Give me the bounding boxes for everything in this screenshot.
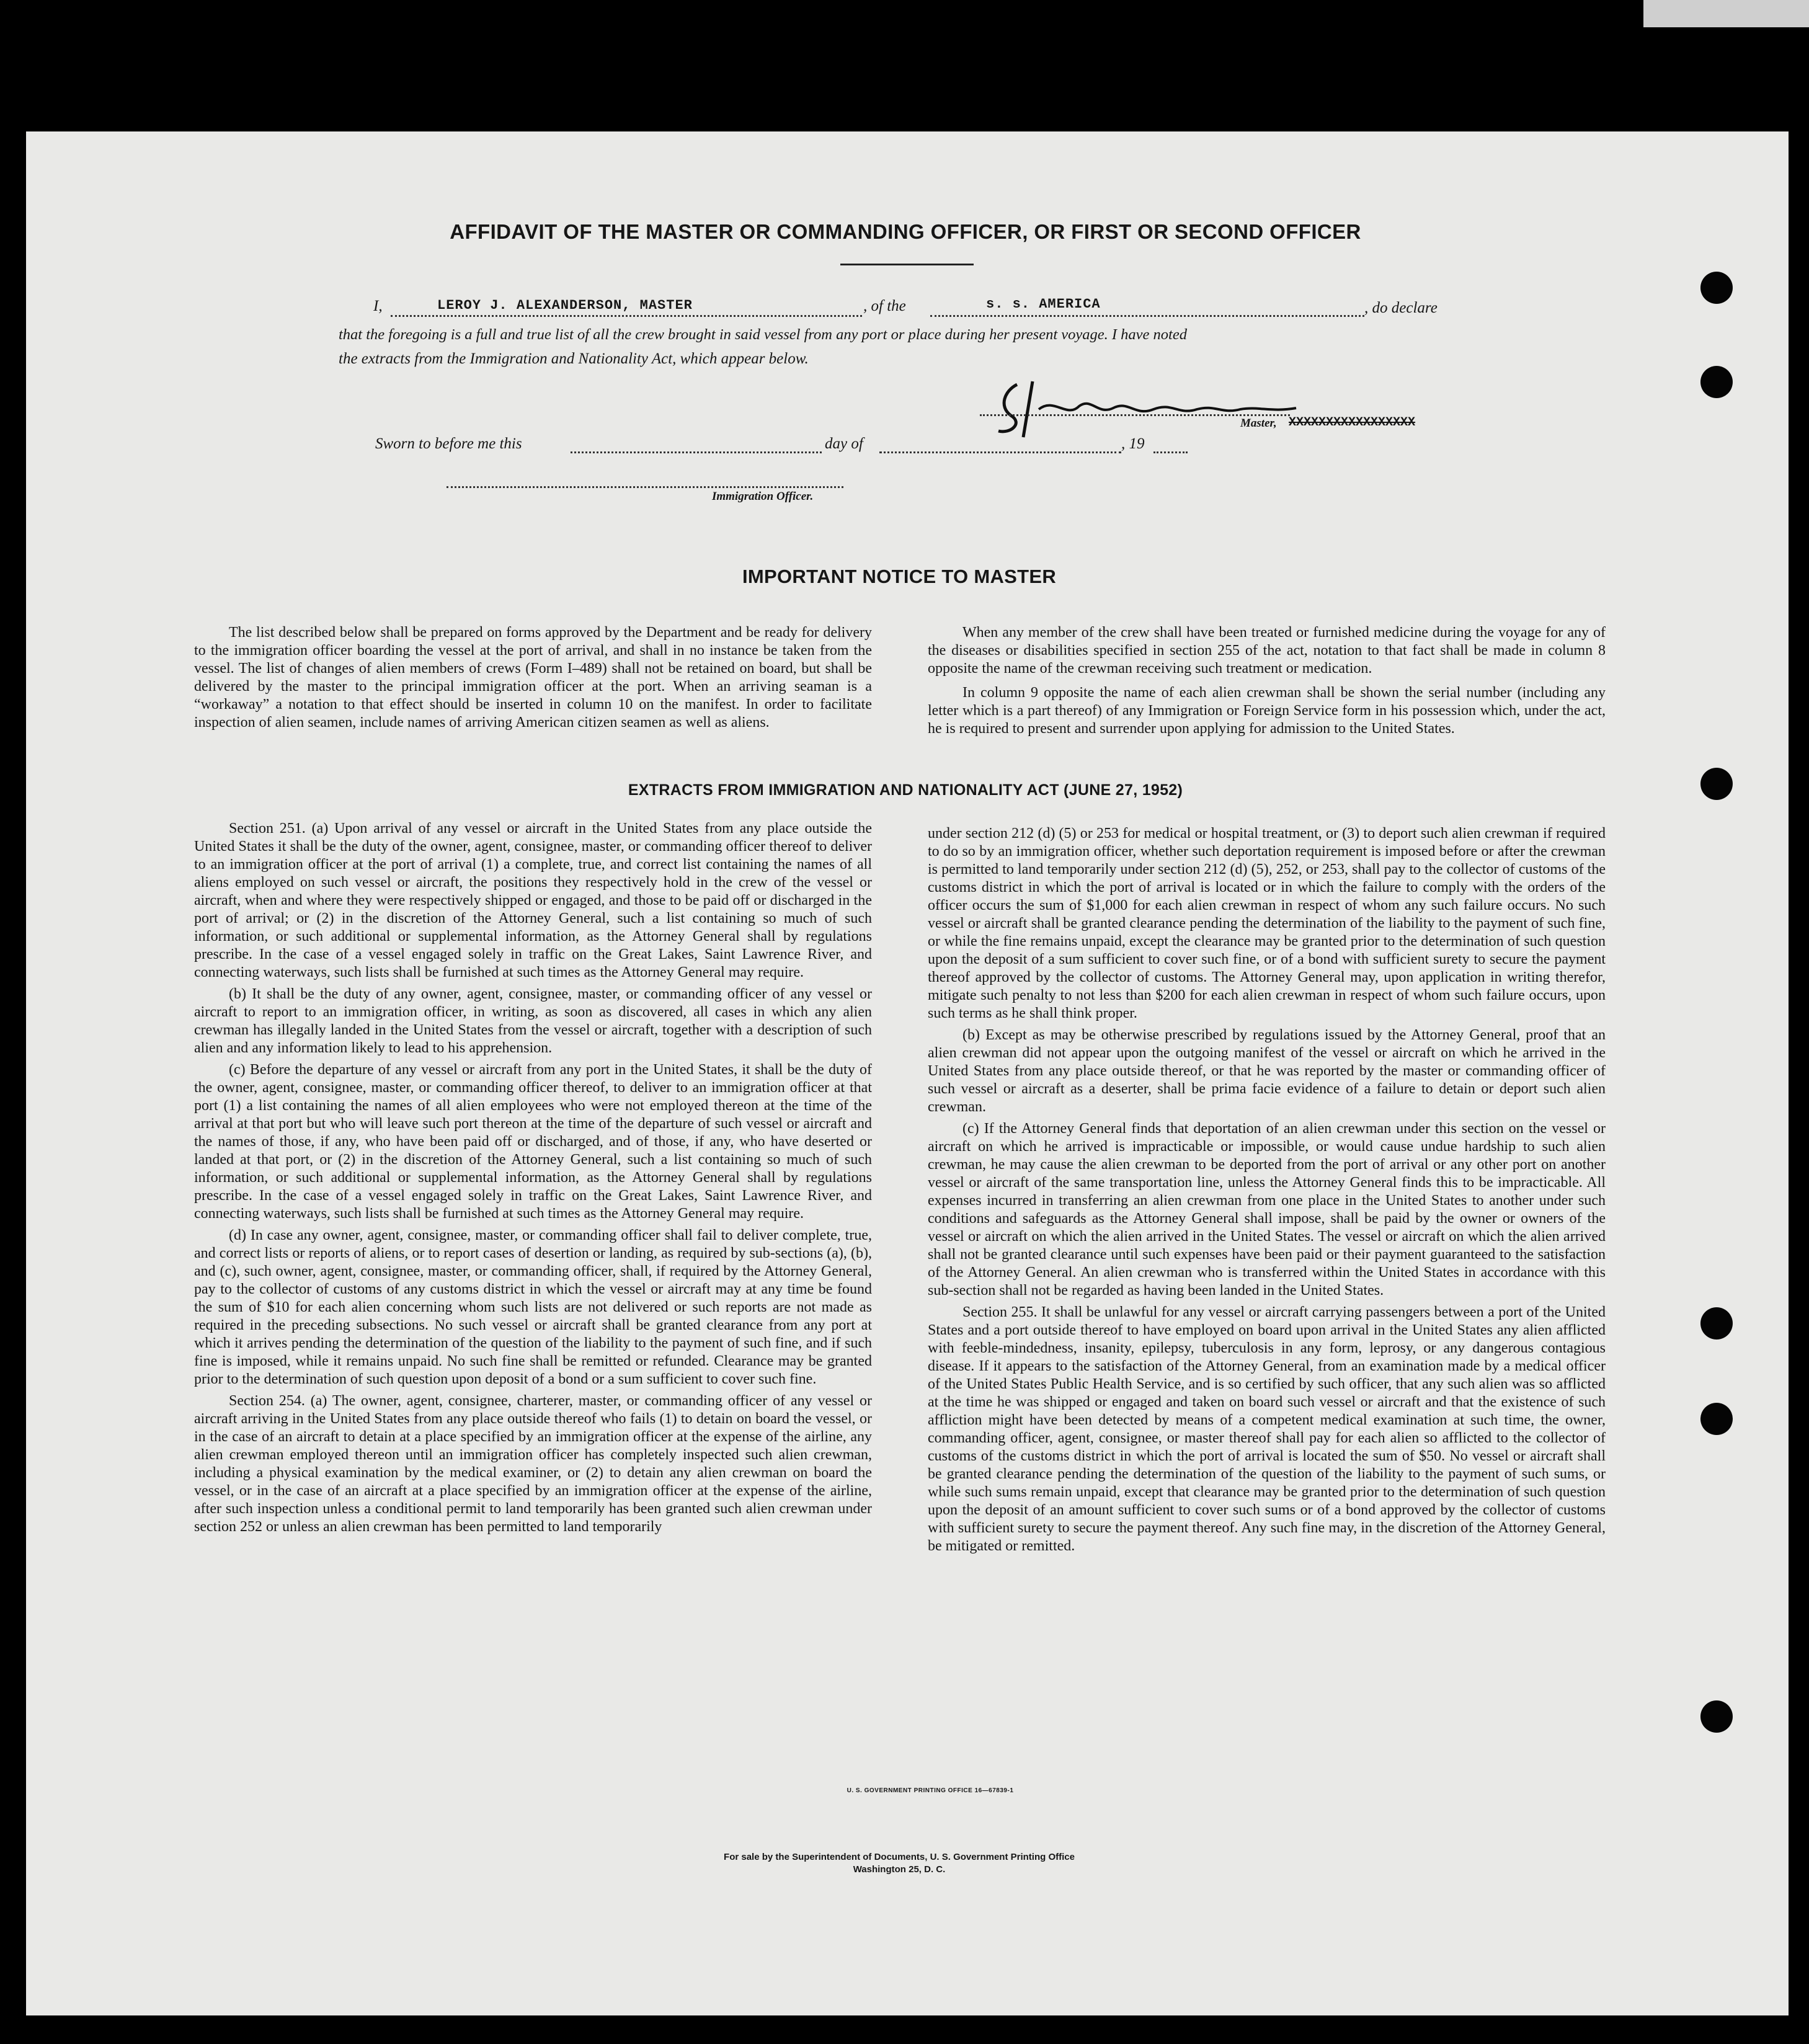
immigration-officer-label: Immigration Officer. <box>712 490 814 503</box>
punch-hole <box>1700 272 1733 304</box>
sworn-label: Sworn to before me this <box>375 435 522 452</box>
day-of-label: day of <box>825 435 863 452</box>
extracts-right-column <box>928 825 1606 1559</box>
of-the-label: , of the <box>863 298 906 314</box>
master-signature-line <box>980 414 1290 416</box>
master-name-typed[interactable]: LEROY J. ALEXANDERSON, MASTER <box>437 298 693 313</box>
year-label: , 19 <box>1121 435 1145 452</box>
section-254c: (c) If the Attorney General finds that deportation of an alien crewman under this section on the vessel or aircraft on which he arrived is impracticable or impossible, or would cause undue hardship to such alien crewman, he may cause the alien crewman to be deported from the port of arrival or any other port on another vessel or aircraft of the same transportation line, unless the Attorney General finds this to be impracticable. All expenses incurred in transferring an alien crewman from one place in the United States to another under such conditions and safeguards as the Attorney General shall impose, shall be paid by the owner or owners of the vessel or aircraft on which the alien arrived in the United States. The vessel or aircraft on which the alien arrived shall not be granted clearance until such expenses have been paid or their payment guaranteed to the satisfaction of the Attorney General. An alien crewman who is transferred within the United States in accordance with this sub-section shall not be regarded as having been landed in the United States. <box>928 1121 1606 1299</box>
section-254a-continued: under section 212 (d) (5) or 253 for medical or hospital treatment, or (3) to deport such alien crewman if required to do so by an immigration officer, whether such deportation requirement is imposed before or after the crewman is permitted to land temporarily under section 212 (d) (5), 252, or 253, shall pay to the collector of customs of the customs district in which the port of arrival is located or in which the failure to comply with the orders of the officer occurs the sum of $1,000 for each alien crewman in respect of whom any such failure occurs. No such vessel or aircraft shall be granted clearance pending the determination of the liability to the payment of such fine, or while the fine remains unpaid, except the clearance may be granted prior to the determination of such question upon the deposit of a sum sufficient to cover such fine, or of a bond with sufficient surety to secure the payment thereof approved by the collector of customs. The Attorney General may, upon application in writing therefor, mitigate such penalty to not less than $200 for each alien crewman in respect of whom such failure occurs, upon such terms as he shall think proper. <box>928 825 1606 1021</box>
section-251d: (d) In case any owner, agent, consignee, master, or commanding officer shall fail to deliver complete, true, and correct lists or reports of aliens, or to report cases of desertion or landing, as required by sub-sections (a), (b), and (c), such owner, agent, consignee, master, or commanding officer, shall, if required by the Attorney General, pay to the collector of customs of any customs district in which the vessel or aircraft may at any time be found the sum of $10 for each alien concerning whom such lists are not delivered or such reports are not made as required in the preceding subsections. No such vessel or aircraft shall be granted clearance from any port at which it arrives pending the determination of the question of the liability to the payment of such fine, and if such fine is imposed, while it remains unpaid. No such fine shall be remitted or refunded. Clearance may be granted prior to the determination of such question upon deposit of a bond or a sum sufficient to cover such fine. <box>194 1227 872 1387</box>
notice-left-column <box>194 624 872 735</box>
punch-hole <box>1700 768 1733 800</box>
do-declare-label: , do declare <box>1364 300 1438 316</box>
gpo-imprint: U. S. GOVERNMENT PRINTING OFFICE 16—67839-1 <box>847 1787 1014 1794</box>
master-struck-text: XXXXXXXXXXXXXXXXX <box>1289 415 1416 430</box>
section-255: Section 255. It shall be unlawful for any vessel or aircraft carrying passengers between a port of the United States and a port outside thereof to have employed on board upon arrival in the United States any alien afflicted with feeble-mindedness, insanity, epilepsy, tuberculosis in any form, leprosy, or any dangerous contagious disease. If it appears to the satisfaction of the Attorney General, from an examination made by a medical officer of the United States Public Health Service, and is so certified by such officer, that any such alien was so afflicted at the time he was shipped or engaged and taken on board such vessel or aircraft and that the existence of such affliction might have been detected by means of a competent medical examination at such time, the owner, commanding officer, agent, consignee, or master thereof shall pay for each alien so afflicted to the collector of customs of the customs district in which the port of arrival is located the sum of $50. No vessel or aircraft shall be granted clearance pending the determination of the question of the liability to the payment of such sums, or while such sums remain unpaid, except that clearance may be granted prior to the determination of such question upon the deposit of an amount sufficient to cover such sums or of a bond approved by the collector of customs with sufficient surety to secure the payment thereof. Any such fine may, in the discretion of the Attorney General, be mitigated or remitted. <box>928 1304 1606 1554</box>
affidavit-line-3: the extracts from the Immigration and Nationality Act, which appear below. <box>339 350 809 367</box>
extracts-left-column <box>194 820 872 1540</box>
punch-hole <box>1700 1403 1733 1435</box>
punch-hole <box>1700 1700 1733 1733</box>
notice-right-paragraph-1: When any member of the crew shall have been treated or furnished medicine during the voyage for any of the diseases or disabilities specified in section 255 of the act, notation to that fact shall be made in column 8 opposite the name of the crewman receiving such treatment or medication. <box>928 624 1606 677</box>
vessel-name-typed[interactable]: s. s. AMERICA <box>986 296 1101 312</box>
scan-top-strip <box>1643 0 1809 27</box>
section-251b: (b) It shall be the duty of any owner, agent, consignee, master, or commanding officer of any vessel or aircraft to report to an immigration officer, in writing, as soon as discovered, all cases in which any alien crewman has illegally landed in the United States from the vessel or aircraft, together with a description of such alien and any information likely to lead to his apprehension. <box>194 986 872 1056</box>
section-254a: Section 254. (a) The owner, agent, consignee, charterer, master, or commanding officer of any vessel or aircraft arriving in the United States from any place outside thereof who fails (1) to detain on board the vessel, or in the case of an aircraft to detain at a place specified by an immigration officer at the expense of the airline, any alien crewman employed thereon until an immigration officer has completely inspected such alien crewman, including a physical examination by the medical examiner, or (2) to detain any alien crewman on board the vessel, or in the case of an aircraft at a place specified by an immigration officer at the expense of the airline, after such inspection unless a conditional permit to land temporarily has been granted such alien crewman under section 252 or unless an alien crewman has been permitted to land temporarily <box>194 1393 872 1535</box>
year-line <box>1153 451 1188 453</box>
master-label: Master, <box>1240 417 1277 430</box>
i-label: I, <box>373 298 383 314</box>
extracts-title: EXTRACTS FROM IMMIGRATION AND NATIONALITY ACT (JUNE 27, 1952) <box>628 781 1183 799</box>
footer-line-1: For sale by the Superintendent of Documents, U. S. Government Printing Office <box>724 1852 1075 1862</box>
title-rule <box>840 264 974 265</box>
affidavit-title: AFFIDAVIT OF THE MASTER OR COMMANDING OFFICER, OR FIRST OR SECOND OFFICER <box>450 220 1361 243</box>
name-line <box>391 315 862 317</box>
notice-left-paragraph: The list described below shall be prepared on forms approved by the Department and be ready for delivery to the immigration officer boarding the vessel at the port of arrival, and shall in no instance be taken from the vessel. The list of changes of alien members of crews (Form I–489) shall not be retained on board, but shall be delivered by the master to the principal immigration officer at the port. When an arriving seaman is a “workaway” a notation to that effect should be inserted in column 10 on the manifest. In order to facilitate inspection of alien seamen, include names of arriving American citizen seamen as well as aliens. <box>194 624 872 731</box>
affidavit-line-2: that the foregoing is a full and true list of all the crew brought in said vessel from any port or place during her present voyage. I have noted <box>339 326 1187 343</box>
footer <box>558 1851 1240 1876</box>
notice-title: IMPORTANT NOTICE TO MASTER <box>742 566 1057 587</box>
day-of-line <box>879 451 1121 453</box>
footer-line-2: Washington 25, D. C. <box>853 1864 946 1875</box>
section-251a: Section 251. (a) Upon arrival of any vessel or aircraft in the United States from any place outside the United States it shall be the duty of the owner, agent, consignee, master, or commanding officer thereof to deliver to an immigration officer at the port of arrival (1) a complete, true, and correct list containing the names of all aliens employed on such vessel or aircraft, the positions they respectively hold in the crew of the vessel or aircraft, when and where they were respectively shipped or engaged, and those to be paid off or discharged in the port of arrival; or (2) in the discretion of the Attorney General, such a list containing so much of such information, or such additional or supplemental information, as the Attorney General shall by regulations prescribe. In the case of a vessel engaged solely in traffic on the Great Lakes, Saint Lawrence River, and connecting waterways, such lists shall be furnished at such times as the Attorney General may require. <box>194 820 872 980</box>
section-254b: (b) Except as may be otherwise prescribed by regulations issued by the Attorney General, proof that an alien crewman did not appear upon the outgoing manifest of the vessel or aircraft on which he arrived in the United States from any place outside thereof, or that he was reported by the master or commanding officer of such vessel or aircraft as a deserter, shall be prima facie evidence of a failure to detain or deport such alien crewman. <box>928 1027 1606 1115</box>
vessel-line <box>930 315 1364 317</box>
immigration-officer-line <box>447 486 843 488</box>
sworn-line <box>571 451 822 453</box>
section-251c: (c) Before the departure of any vessel or aircraft from any port in the United States, it shall be the duty of the owner, agent, consignee, master, or commanding officer thereof, to deliver to an immigration officer at that port (1) a list containing the names of all alien employees who were not employed thereon at the time of the arrival at that port but who will leave such port thereon at the time of the departure of such vessel or aircraft and the names of those, if any, who have been paid off or discharged, and of those, if any, who have deserted or landed at that port, or (2) in the discretion of the Attorney General, such a list containing so much of such information, or such additional or supplemental information, as the Attorney General shall by regulations prescribe. In the case of a vessel engaged solely in traffic on the Great Lakes, Saint Lawrence River, and connecting waterways, such lists shall be furnished at such times as the Attorney General may require. <box>194 1062 872 1222</box>
punch-hole <box>1700 366 1733 398</box>
notice-right-column <box>928 624 1606 742</box>
notice-right-paragraph-2: In column 9 opposite the name of each alien crewman shall be shown the serial number (including any letter which is a part thereof) of any Immigration or Foreign Service form in his possession which, under the act, he is required to present and surrender upon applying for admission to the United States. <box>928 685 1606 737</box>
punch-hole <box>1700 1307 1733 1340</box>
